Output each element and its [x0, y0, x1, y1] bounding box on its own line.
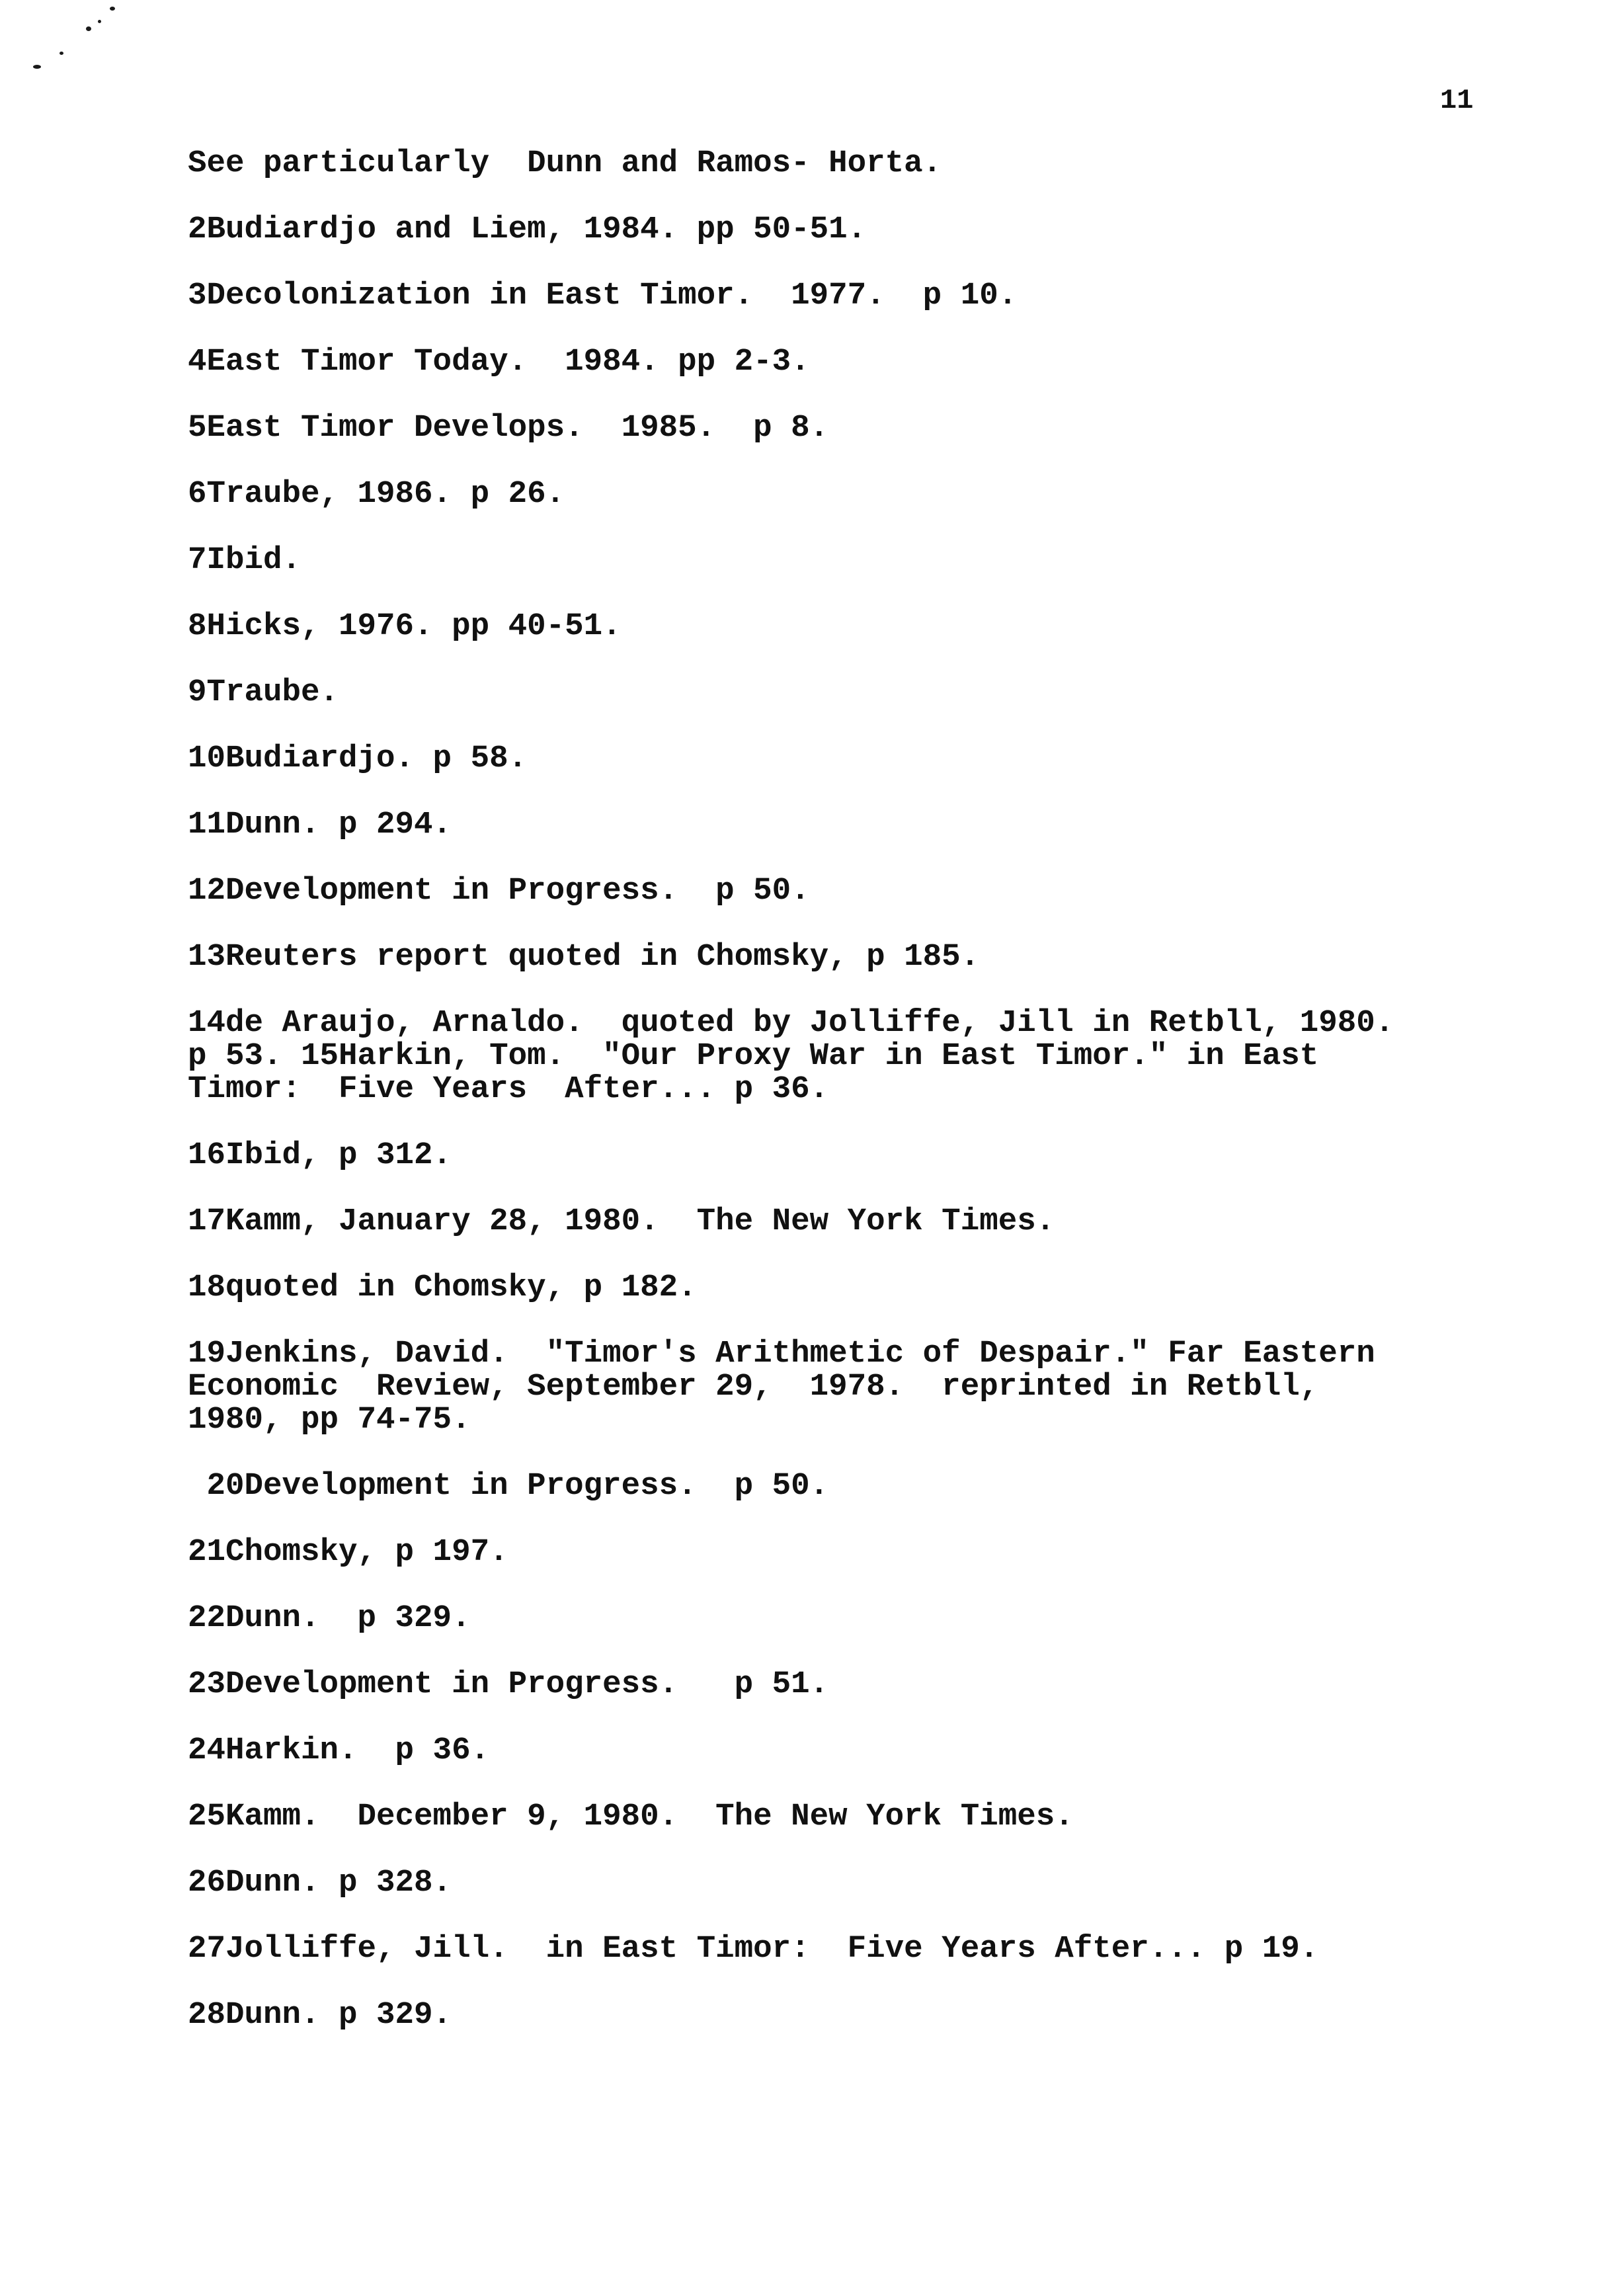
endnote-4: 4East Timor Today. 1984. pp 2-3.: [188, 344, 810, 380]
endnote-18: 18quoted in Chomsky, p 182.: [188, 1270, 697, 1305]
endnote-27: 27Jolliffe, Jill. in East Timor: Five Years After... p 19.: [188, 1931, 1319, 1967]
endnote-3: 3Decolonization in East Timor. 1977. p 10.: [188, 278, 1018, 313]
endnote-11: 11Dunn. p 294.: [188, 807, 452, 842]
endnote-28: 28Dunn. p 329.: [188, 1997, 452, 2033]
endnote-12: 12Development in Progress. p 50.: [188, 873, 810, 909]
endnote-16: 16Ibid, p 312.: [188, 1137, 452, 1173]
endnote-26: 26Dunn. p 328.: [188, 1865, 452, 1901]
endnote-22: 22Dunn. p 329.: [188, 1600, 471, 1636]
endnote-20: 20Development in Progress. p 50.: [188, 1468, 829, 1504]
endnote-7: 7Ibid.: [188, 542, 302, 578]
endnote-25: 25Kamm. December 9, 1980. The New York Times.: [188, 1799, 1074, 1834]
scan-speck: [110, 7, 115, 11]
endnote-5: 5East Timor Develops. 1985. p 8.: [188, 410, 829, 446]
endnote-9: 9Traube.: [188, 675, 339, 710]
endnote-8: 8Hicks, 1976. pp 40-51.: [188, 608, 622, 644]
endnotes-list: [188, 147, 1510, 2065]
scan-speck: [33, 65, 41, 69]
scan-speck: [60, 52, 63, 55]
scan-speck: [86, 26, 91, 31]
endnote-19: 19Jenkins, David. "Timor's Arithmetic of Despair." Far Eastern Economic Review, September 29, 1978. reprinted in Retbll, 1980, pp 74-75.: [188, 1336, 1375, 1438]
endnote-21: 21Chomsky, p 197.: [188, 1534, 508, 1570]
endnote-17: 17Kamm, January 28, 1980. The New York Times.: [188, 1204, 1055, 1239]
endnote-14-15: 14de Araujo, Arnaldo. quoted by Jolliffe, Jill in Retbll, 1980. p 53. 15Harkin, Tom. "Our Proxy War in East Timor." in East Timor: Five Years After... p 36.: [188, 1005, 1394, 1107]
endnote-10: 10Budiardjo. p 58.: [188, 741, 528, 776]
scan-speck: [98, 20, 101, 23]
endnote-1: See particularly Dunn and Ramos- Horta.: [188, 145, 942, 181]
endnote-6: 6Traube, 1986. p 26.: [188, 476, 565, 512]
endnote-13: 13Reuters report quoted in Chomsky, p 185.: [188, 939, 980, 975]
endnote-24: 24Harkin. p 36.: [188, 1733, 490, 1768]
page-number: 11: [1440, 85, 1474, 116]
endnote-23: 23Development in Progress. p 51.: [188, 1666, 829, 1702]
endnote-2: 2Budiardjo and Liem, 1984. pp 50-51.: [188, 212, 867, 247]
